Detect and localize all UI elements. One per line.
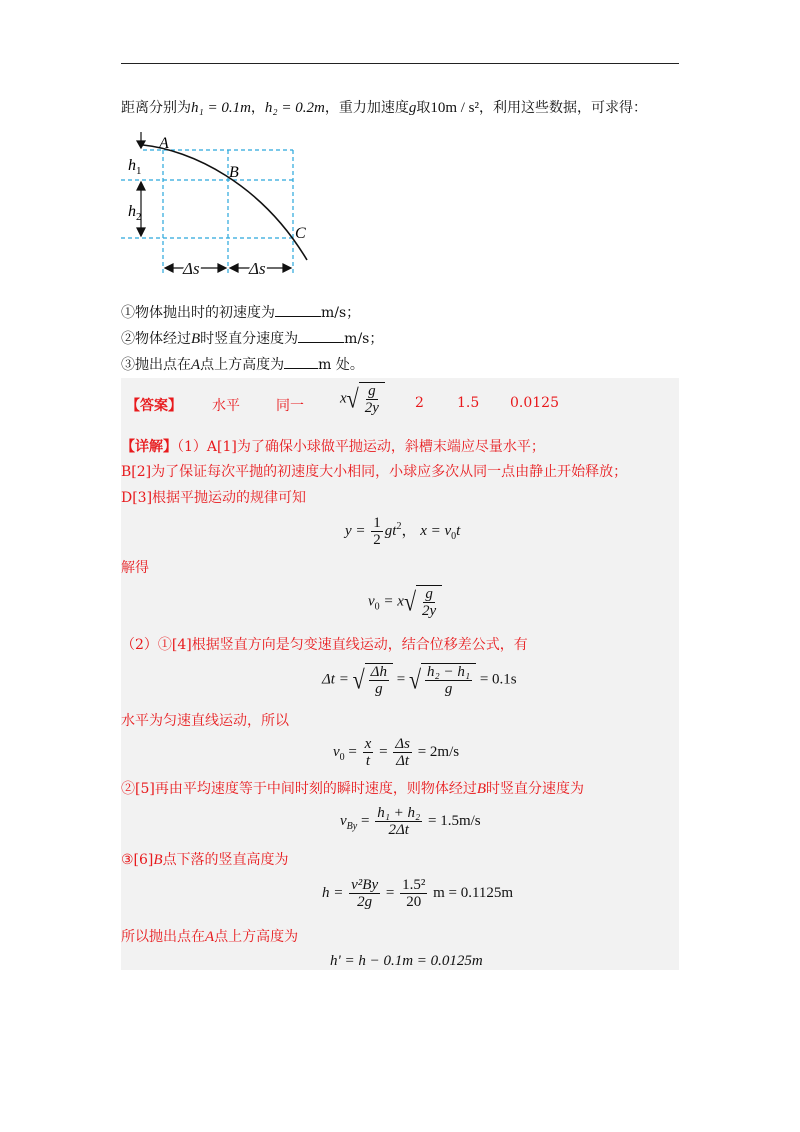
grid-lines	[121, 150, 293, 273]
gravity-text: ，重力加速度	[324, 100, 409, 116]
trajectory-curve	[143, 145, 307, 260]
q3-text: ③抛出点在	[121, 357, 191, 373]
solution-p8	[121, 851, 289, 869]
solution-p1	[121, 438, 545, 456]
q2-unit: m/s；	[344, 331, 384, 347]
solution-p7	[121, 780, 584, 798]
answer-item-5: 0.0125	[510, 395, 559, 411]
g-variable: g	[408, 100, 417, 116]
separator: ，	[250, 100, 265, 116]
answer-tag: 【答案】	[126, 398, 182, 414]
solution-p6: 水平为匀速直线运动，所以	[121, 713, 289, 729]
solution-p9-post: 点上方高度为	[214, 929, 299, 945]
header-rule	[121, 63, 679, 64]
trajectory-diagram	[121, 128, 321, 288]
solution-p7-post: 时竖直分速度为	[486, 781, 585, 797]
label-ds1: Δs	[183, 259, 200, 278]
equation-5: $v_{By}$ = $\frac{\text{h₁ + h₂}}{2\Delta t}$ = 1.5m/s	[340, 805, 481, 838]
take-text: 取	[416, 100, 431, 116]
label-h2: $h_2$	[128, 203, 142, 223]
h1-expression: h₁ = 0.1m	[191, 100, 251, 116]
solution-p7-pre: ②[5]再由平均速度等于中间时刻的瞬时速度，则物体经过	[121, 781, 477, 797]
q3-var: A	[191, 357, 201, 373]
solution-p7-var: B	[476, 781, 487, 797]
question-1	[121, 303, 360, 322]
q1-unit: m/s；	[321, 305, 361, 321]
intro-prefix: 距离分别为	[121, 100, 191, 116]
question-3	[121, 355, 364, 374]
q2-mid: 时竖直分速度为	[200, 331, 299, 347]
label-B: B	[229, 164, 239, 181]
solution-p1-text: （1）A[1]为了确保小球做平抛运动，斜槽末端应尽量水平；	[177, 439, 545, 455]
intro-suffix: ，利用这些数据，可求得：	[479, 100, 648, 116]
solution-tag: 【详解】	[121, 439, 177, 455]
equation-4: $v_0$ = $\frac{x}{t}$ = $\frac{\Delta s}{\Delta t}$ = 2m/s	[333, 736, 460, 769]
solution-p2: B[2]为了保证每次平抛的初速度大小相同，小球应多次从同一点由静止开始释放；	[121, 464, 628, 480]
solution-p9-var: A	[205, 929, 215, 945]
equation-1: y = $\frac{1}{2}$ $gt^2$， $x = v_0t$	[345, 515, 461, 548]
solution-p8-pre: ③[6]	[121, 852, 154, 868]
label-A: A	[159, 135, 169, 152]
answer-formula: x √ $\frac{g}{2y}$	[340, 382, 385, 416]
equation-7: h' = h − 0.1m = 0.0125m	[330, 953, 483, 969]
equation-3: Δt = √ $\frac{\Delta h}{g}$ = √ $\frac{\text{h₂ − h₁}}{g}$ = 0.1s	[322, 664, 517, 697]
label-C: C	[295, 225, 306, 242]
answer-item-4: 1.5	[457, 395, 480, 411]
q2-var: B	[191, 331, 201, 347]
solution-p8-post: 点下落的竖直高度为	[162, 852, 289, 868]
q3-mid: 点上方高度为	[200, 357, 285, 373]
label-h1: $h_1$	[128, 157, 142, 177]
q2-text: ②物体经过	[121, 331, 191, 347]
equation-6: h = $\frac{\text{v²By}}{2g}$ = $\frac{\text{1.5²}}{20}$ m = 0.1125m	[322, 877, 514, 910]
solution-p8-var: B	[153, 852, 163, 868]
equation-2: $v_0 = x$ √ $\frac{g}{2y}$	[368, 585, 442, 619]
g-value: 10m / s²	[430, 100, 480, 116]
answer-item-2: 同一	[276, 398, 304, 414]
solution-p9-pre: 所以抛出点在	[121, 929, 205, 945]
q2-blank[interactable]	[298, 329, 344, 343]
q1-text: ①物体抛出时的初速度为	[121, 305, 275, 321]
answer-item-1: 水平	[212, 398, 240, 414]
q1-blank[interactable]	[275, 303, 321, 317]
question-2	[121, 329, 383, 348]
q3-blank[interactable]	[284, 355, 318, 369]
q3-unit: m 处。	[318, 357, 364, 373]
answer-item-3: 2	[415, 395, 424, 411]
solution-p3: D[3]根据平抛运动的规律可知	[121, 490, 307, 506]
solution-p4: 解得	[121, 560, 149, 576]
h2-expression: h₂ = 0.2m	[264, 100, 325, 116]
solution-p9	[121, 928, 298, 946]
solution-p5: （2）①[4]根据竖直方向是匀变速直线运动，结合位移差公式，有	[121, 637, 528, 653]
problem-intro	[121, 99, 647, 117]
label-ds2: Δs	[249, 259, 266, 278]
